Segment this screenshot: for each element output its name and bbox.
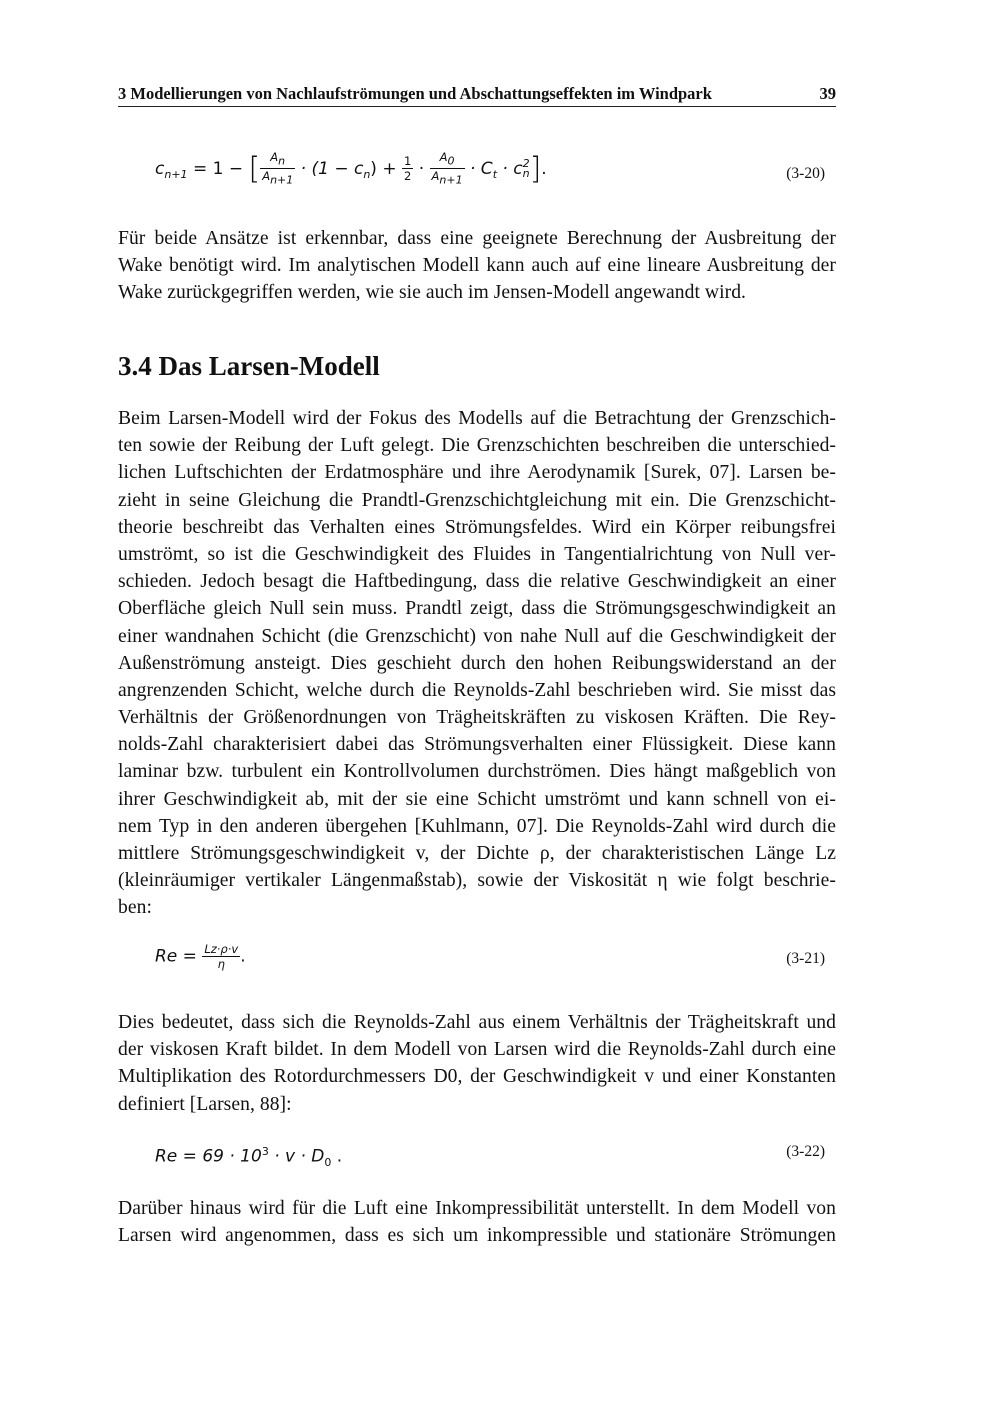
paragraph-larsen-model <box>118 405 836 922</box>
text-line: der viskosen Kraft bildet. In dem Modell von Larsen wird die Reynolds-Zahl durch eine <box>118 1039 836 1061</box>
text-line: ben: <box>118 897 152 919</box>
paragraph-incompressibility <box>118 1195 836 1249</box>
text-line: ten sowie der Reibung der Luft gelegt. Die Grenzschichten beschreiben die unterschied- <box>118 435 836 457</box>
text-line: angrenzenden Schicht, welche durch die Reynolds-Zahl beschrieben wird. Sie misst das <box>118 679 836 701</box>
text-line: definiert [Larsen, 88]: <box>118 1093 292 1115</box>
equation-number-3-22: (3-22) <box>786 1143 825 1160</box>
equation-3-22: $Re = 69 \cdot 10^3 \cdot v \cdot D_0$ . <box>155 1145 343 1170</box>
section-heading: 3.4 Das Larsen-Modell <box>118 351 380 381</box>
text-line: Multiplikation des Rotordurchmessers D0, der Geschwindigkeit v und einer Konstanten <box>118 1066 836 1088</box>
text-line: Für beide Ansätze ist erkennbar, dass eine geeignete Berechnung der Ausbreitung der <box>118 228 836 249</box>
text-line: Verhältnis der Größenordnungen von Trägheitskräften zu viskosen Kräften. Die Rey- <box>118 707 836 729</box>
text-line: (kleinräumiger vertikaler Längenmaßstab), sowie der Viskosität η wie folgt beschrie- <box>118 870 836 892</box>
text-line: schieden. Jedoch besagt die Haftbedingung, dass die relative Geschwindigkeit an einer <box>118 571 836 593</box>
text-line: Oberfläche gleich Null sein muss. Prandtl zeigt, dass die Strömungsgeschwindigkeit an <box>118 598 836 620</box>
text-line: umströmt, so ist die Geschwindigkeit des Fluides in Tangentialrichtung von Null ver- <box>118 543 836 565</box>
text-line: nem Typ in den anderen übergehen [Kuhlmann, 07]. Die Reynolds-Zahl wird durch die <box>118 815 836 837</box>
paragraph-intro <box>118 225 836 307</box>
text-line: Wake zurückgegriffen werden, wie sie auch im Jensen-Modell angewandt wird. <box>118 282 746 304</box>
equation-3-21: Re = $\frac{Lz\cdot\rho\cdot v}{\eta}$ . <box>155 942 246 971</box>
text-line: laminar bzw. turbulent ein Kontrollvolumen durchströmen. Dies hängt maßgeblich von <box>118 761 836 783</box>
text-line: theorie beschreibt das Verhalten eines Strömungsfeldes. Wird ein Körper reibungsfrei <box>118 516 836 538</box>
text-line: Larsen wird angenommen, dass es sich um inkompressible und stationäre Strömungen <box>118 1225 836 1247</box>
text-line: lichen Luftschichten der Erdatmosphäre und ihre Aerodynamik [Surek, 07]. Larsen be- <box>118 462 836 484</box>
text-line: Darüber hinaus wird für die Luft eine Inkompressibilität unterstellt. In dem Modell von <box>118 1198 836 1219</box>
text-line: mittlere Strömungsgeschwindigkeit v, der Dichte ρ, der charakteristischen Länge Lz <box>118 843 836 864</box>
text-line: ihrer Geschwindigkeit ab, mit der sie eine Schicht umströmt und kann schnell von ei- <box>118 788 836 810</box>
equation-3-20: $c_{n+1} = 1$ − [ $\frac{A_n}{A_{n+1}}$ · $(1 - c_n)$ + $\frac{1}{2}$ · $\frac{A_0}{A_{n+1}}$ · $C_t \cdot c$ 2 n ]. <box>155 150 547 187</box>
text-line: Dies bedeutet, dass sich die Reynolds-Zahl aus einem Verhältnis der Trägheitskraft und <box>118 1012 836 1033</box>
paragraph-reynolds <box>118 1009 836 1118</box>
header-title: 3 Modellierungen von Nachlaufströmungen und Abschattungseffekten im Windpark <box>118 84 712 103</box>
text-line: einer wandnahen Schicht (die Grenzschicht) von nahe Null auf die Geschwindigkeit der <box>118 625 836 647</box>
equation-number-3-21: (3-21) <box>786 950 825 967</box>
text-line: Wake benötigt wird. Im analytischen Modell kann auch auf eine lineare Ausbreitung der <box>118 255 836 277</box>
text-line: Beim Larsen-Modell wird der Fokus des Modells auf die Betrachtung der Grenzschich- <box>118 408 836 429</box>
page-number: 39 <box>819 84 836 103</box>
text-line: Außenströmung ansteigt. Dies geschieht durch den hohen Reibungswiderstand an der <box>118 652 836 674</box>
running-header <box>118 84 836 107</box>
text-line: zieht in seine Gleichung die Prandtl-Grenzschichtgleichung mit ein. Die Grenzschicht- <box>118 489 836 511</box>
equation-number-3-20: (3-20) <box>786 165 825 182</box>
text-line: nolds-Zahl charakterisiert dabei das Strömungsverhalten einer Flüssigkeit. Diese kann <box>118 734 836 756</box>
